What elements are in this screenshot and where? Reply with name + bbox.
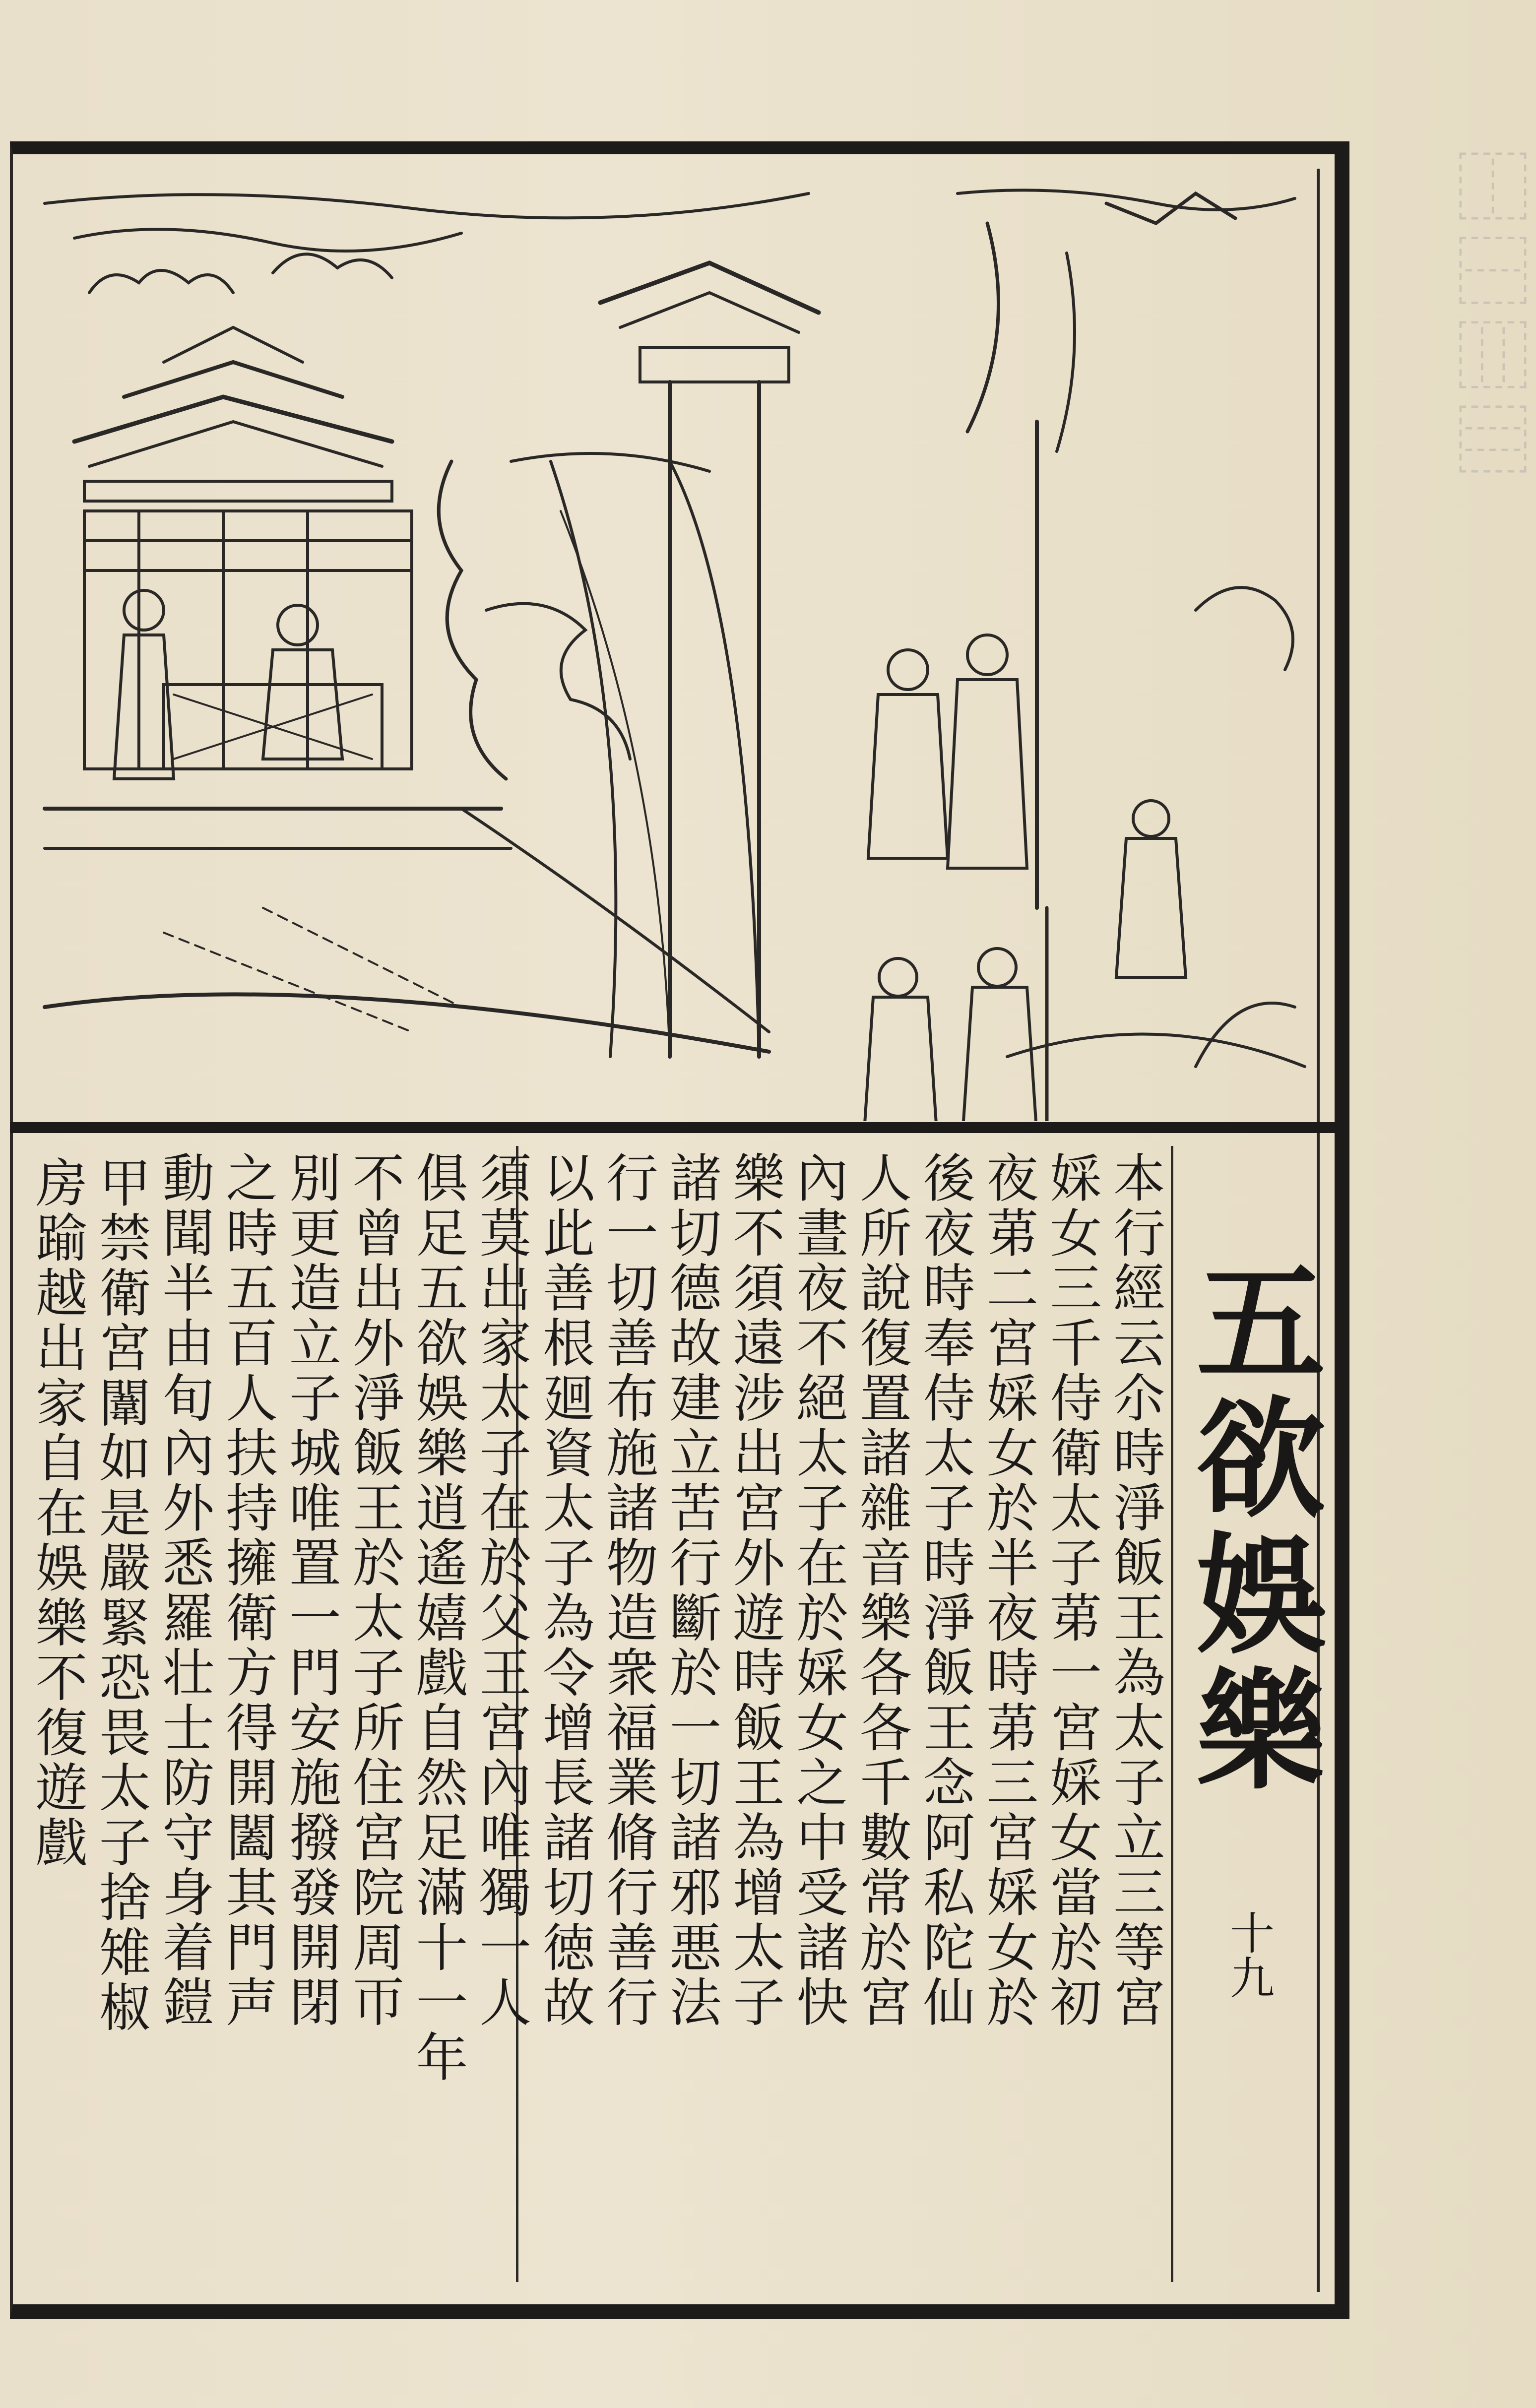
text-column: 婇女三千侍衛太子苐一宮婇女當於初	[1041, 1151, 1102, 2030]
text-column: 夜苐二宮婇女於半夜時苐三宮婇女於	[977, 1151, 1038, 2030]
text-column: 別更造立子城唯置一門安施撥發開閉	[280, 1151, 341, 2030]
text-column: 之時五百人扶持擁衛方得開闔其門声	[217, 1151, 278, 2030]
text-column: 房踰越出家自在娛樂不復遊戲	[26, 1156, 87, 1871]
text-column: 人所說復置諸雜音樂各各千數常於宮	[850, 1151, 911, 2030]
text-column: 以此善根廻資太子為令增長諸切徳故	[533, 1151, 594, 2030]
gate-tower	[551, 263, 819, 1057]
text-column: 不曾出外淨飯王於太子所住宮院周帀	[343, 1151, 404, 2030]
bleed-through-text: ⿰⿱⿲⿳	[1443, 149, 1529, 486]
text-column: 俱足五欲娛樂逍遙嬉戲自然足滿十一年	[407, 1151, 468, 2086]
guard-figures	[863, 422, 1186, 1121]
text-column: 諸切德故建立苦行斷於一切諸邪悪法	[660, 1151, 721, 2030]
text-column: 內晝夜不絕太子在於婇女之中受諸快	[787, 1151, 848, 2030]
section-title: 五欲娛樂	[1175, 1255, 1326, 1799]
page-number: 十九	[1222, 1910, 1274, 1999]
text-column: 後夜時奉侍太子時淨飯王念阿私陀仙	[914, 1151, 975, 2030]
woodblock-illustration	[15, 164, 1315, 1121]
text-column: 動聞半由旬內外悉羅壮士防守身着鎧	[153, 1151, 214, 2030]
text-column: 本行經云尒時淨飯王為太子立三等宮	[1104, 1151, 1165, 2030]
text-column: 樂不須遠涉出宮外遊時飯王為增太子	[724, 1151, 785, 2030]
text-column: 甲禁衛宮闈如是嚴緊恐畏太子捨雉椒	[90, 1156, 151, 2035]
text-column: 行一切善布施諸物造衆福業脩行善行	[597, 1151, 658, 2030]
column-rule	[1171, 1146, 1173, 2282]
section-divider	[10, 1122, 1340, 1133]
text-column: 須莫出家太子在於父王宮內唯獨一人	[470, 1151, 531, 2030]
text-block	[15, 1136, 1326, 2307]
